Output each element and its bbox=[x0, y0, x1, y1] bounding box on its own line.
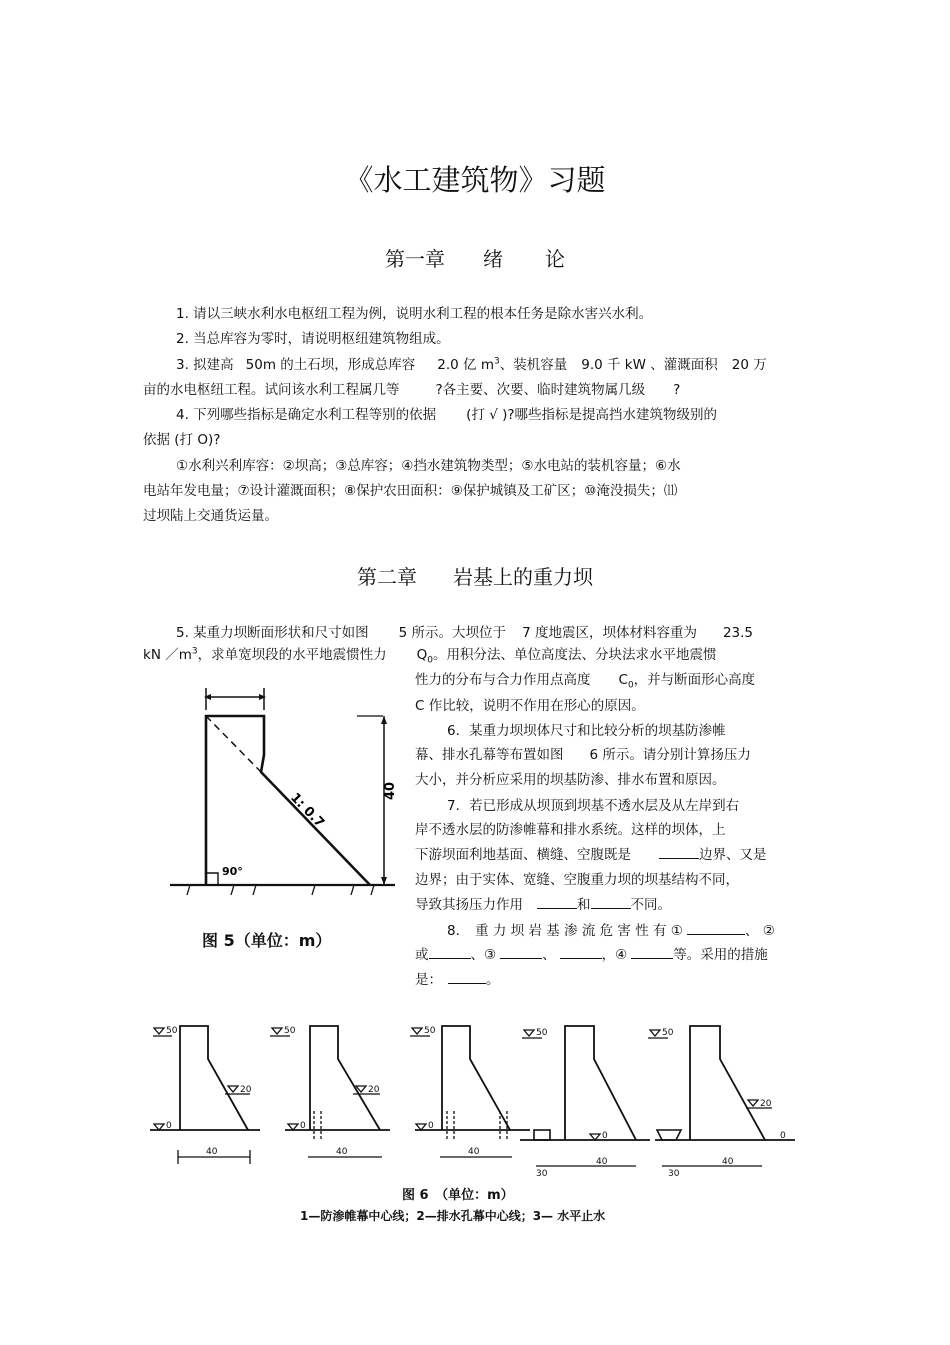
fig6-wl-tail-b: 20 bbox=[368, 1085, 380, 1095]
question-7-line1: 7．若已形成从坝顶到坝基不透水层及从左岸到右 bbox=[447, 798, 740, 814]
chapter2-number: 第二章 bbox=[357, 565, 417, 589]
question-4-options-line1: ①水利兴利库容：②坝高；③总库容；④挡水建筑物类型；⑤水电站的装机容量；⑥水 bbox=[176, 458, 681, 474]
chapter1-number: 第一章 bbox=[385, 247, 445, 271]
fig6-wl-top-c: 50 bbox=[424, 1026, 436, 1036]
figure-6-caption: 图 6 （单位：m） bbox=[402, 1188, 514, 1203]
fig6-dim-d2: 40 bbox=[596, 1157, 608, 1167]
fig6-wl-top-a: 50 bbox=[166, 1026, 178, 1036]
document-title: 《水工建筑物》习题 bbox=[344, 163, 606, 197]
fig6-dim-e1: 30 bbox=[668, 1169, 680, 1179]
question-4-line2: 依据 (打 O)? bbox=[143, 432, 221, 448]
fig6-wl-tail-e: 20 bbox=[760, 1099, 772, 1109]
blank-field bbox=[537, 896, 577, 909]
question-5-line2: kN $/m^3$，求单宽坝段的水平地震惯性力 $Q_0$。用积分法、单位高度法、分块法求水平地震惯 bbox=[143, 646, 717, 666]
blank-field bbox=[500, 946, 542, 959]
figure-5-dam-section bbox=[160, 680, 400, 910]
question-5-line3: 性力的分布与合力作用点高度 $C_0$，并与断面形心高度 bbox=[415, 672, 756, 691]
figure-6-legend: 1—防渗帷幕中心线；2—排水孔幕中心线；3— 水平止水 bbox=[300, 1209, 606, 1223]
question-4-options-line2: 电站年发电量；⑦设计灌溉面积；⑧保护农田面积：⑨保护城镇及工矿区；⑩淹没损失；⑾ bbox=[143, 483, 678, 499]
fig6-dam-c bbox=[410, 1026, 530, 1157]
fig6-dam-d bbox=[520, 1026, 650, 1166]
blank-field bbox=[448, 971, 486, 984]
fig6-dam-a bbox=[150, 1026, 260, 1164]
question-6-line3: 大小，并分析应采用的坝基防渗、排水布置和原因。 bbox=[415, 772, 726, 788]
blank-field bbox=[560, 946, 602, 959]
question-8-line1: 8． 重 力 坝 岩 基 渗 流 危 害 性 有 ① 、 ② bbox=[447, 923, 775, 939]
fig6-wl-base-d: 0 bbox=[602, 1131, 608, 1141]
question-1: 1. 请以三峡水利水电枢纽工程为例，说明水利工程的根本任务是除水害兴水利。 bbox=[176, 306, 653, 322]
chapter2-heading bbox=[0, 561, 950, 590]
chapter1-name-b: 论 bbox=[545, 247, 565, 271]
question-4-options-line3: 过坝陆上交通货运量。 bbox=[143, 508, 278, 524]
fig6-dam-e bbox=[648, 1026, 795, 1166]
question-4-line1: 4. 下列哪些指标是确定水利工程等别的依据 (打 √ )?哪些指标是提高挡水建筑物级别的 bbox=[176, 407, 718, 423]
figure-6-dam-comparison bbox=[150, 1016, 800, 1181]
blank-field bbox=[591, 896, 631, 909]
question-6-line1: 6．某重力坝坝体尺寸和比较分析的坝基防渗帷 bbox=[447, 723, 726, 739]
fig5-height-label: 40 bbox=[383, 781, 398, 800]
blank-field bbox=[659, 846, 699, 859]
chapter1-name-a: 绪 bbox=[483, 247, 503, 271]
question-6-line2: 幕、排水孔幕等布置如图 6 所示。请分别计算扬压力 bbox=[415, 747, 751, 763]
blank-field bbox=[631, 946, 673, 959]
fig6-wl-base-c: 0 bbox=[428, 1121, 434, 1131]
figure-5-caption: 图 5（单位：m） bbox=[202, 931, 332, 950]
question-7-line2: 岸不透水层的防渗帷幕和排水系统。这样的坝体，上 bbox=[415, 822, 726, 838]
fig5-slope-label: 1: 0.7 bbox=[287, 790, 327, 831]
fig6-wl-top-d: 50 bbox=[536, 1028, 548, 1038]
chapter1-heading bbox=[0, 243, 950, 272]
fig6-wl-base-a: 0 bbox=[166, 1121, 172, 1131]
question-5-line1: 5. 某重力坝断面形状和尺寸如图 5 所示。大坝位于 7 度地震区，坝体材料容重为 23.5 bbox=[176, 625, 754, 641]
question-8-line2: 或 、③ 、 ，④ 等。采用的措施 bbox=[415, 947, 768, 963]
question-7-line4: 边界；由于实体、宽缝、空腹重力坝的坝基结构不同， bbox=[415, 872, 739, 888]
question-2: 2. 当总库容为零时，请说明枢纽建筑物组成。 bbox=[176, 331, 450, 347]
fig6-dim-d1: 30 bbox=[536, 1169, 548, 1179]
question-7-line5: 导致其扬压力作用 和 不同。 bbox=[415, 897, 671, 913]
fig5-angle-label: 90° bbox=[222, 865, 243, 878]
chapter2-name: 岩基上的重力坝 bbox=[453, 565, 593, 589]
blank-field bbox=[687, 922, 745, 935]
fig6-dim-b: 40 bbox=[336, 1147, 348, 1157]
question-5-line4: C 作比较，说明不作用在形心的原因。 bbox=[415, 698, 645, 714]
fig6-dim-e2: 40 bbox=[722, 1157, 734, 1167]
question-3-line2: 亩的水电枢纽工程。试问该水利工程属几等 ?各主要、次要、临时建筑物属几级 ? bbox=[143, 382, 681, 398]
fig6-wl-base-b: 0 bbox=[300, 1121, 306, 1131]
blank-field bbox=[429, 946, 471, 959]
fig6-dim-a: 40 bbox=[206, 1147, 218, 1157]
fig6-wl-top-b: 50 bbox=[284, 1026, 296, 1036]
fig6-wl-base-e: 0 bbox=[780, 1131, 786, 1141]
fig6-wl-tail-a: 20 bbox=[240, 1085, 252, 1095]
fig6-wl-top-e: 50 bbox=[662, 1028, 674, 1038]
question-7-line3: 下游坝面利地基面、横缝、空腹既是 边界、又是 bbox=[415, 847, 767, 863]
question-8-line3: 是： 。 bbox=[415, 972, 500, 988]
question-3-line1: 3. 拟建高 50m 的土石坝，形成总库容 2.0 亿 $m^3$、装机容量 9.0 千 kW 、灌溉面积 20 万 bbox=[176, 356, 767, 373]
fig6-dim-c: 40 bbox=[468, 1147, 480, 1157]
